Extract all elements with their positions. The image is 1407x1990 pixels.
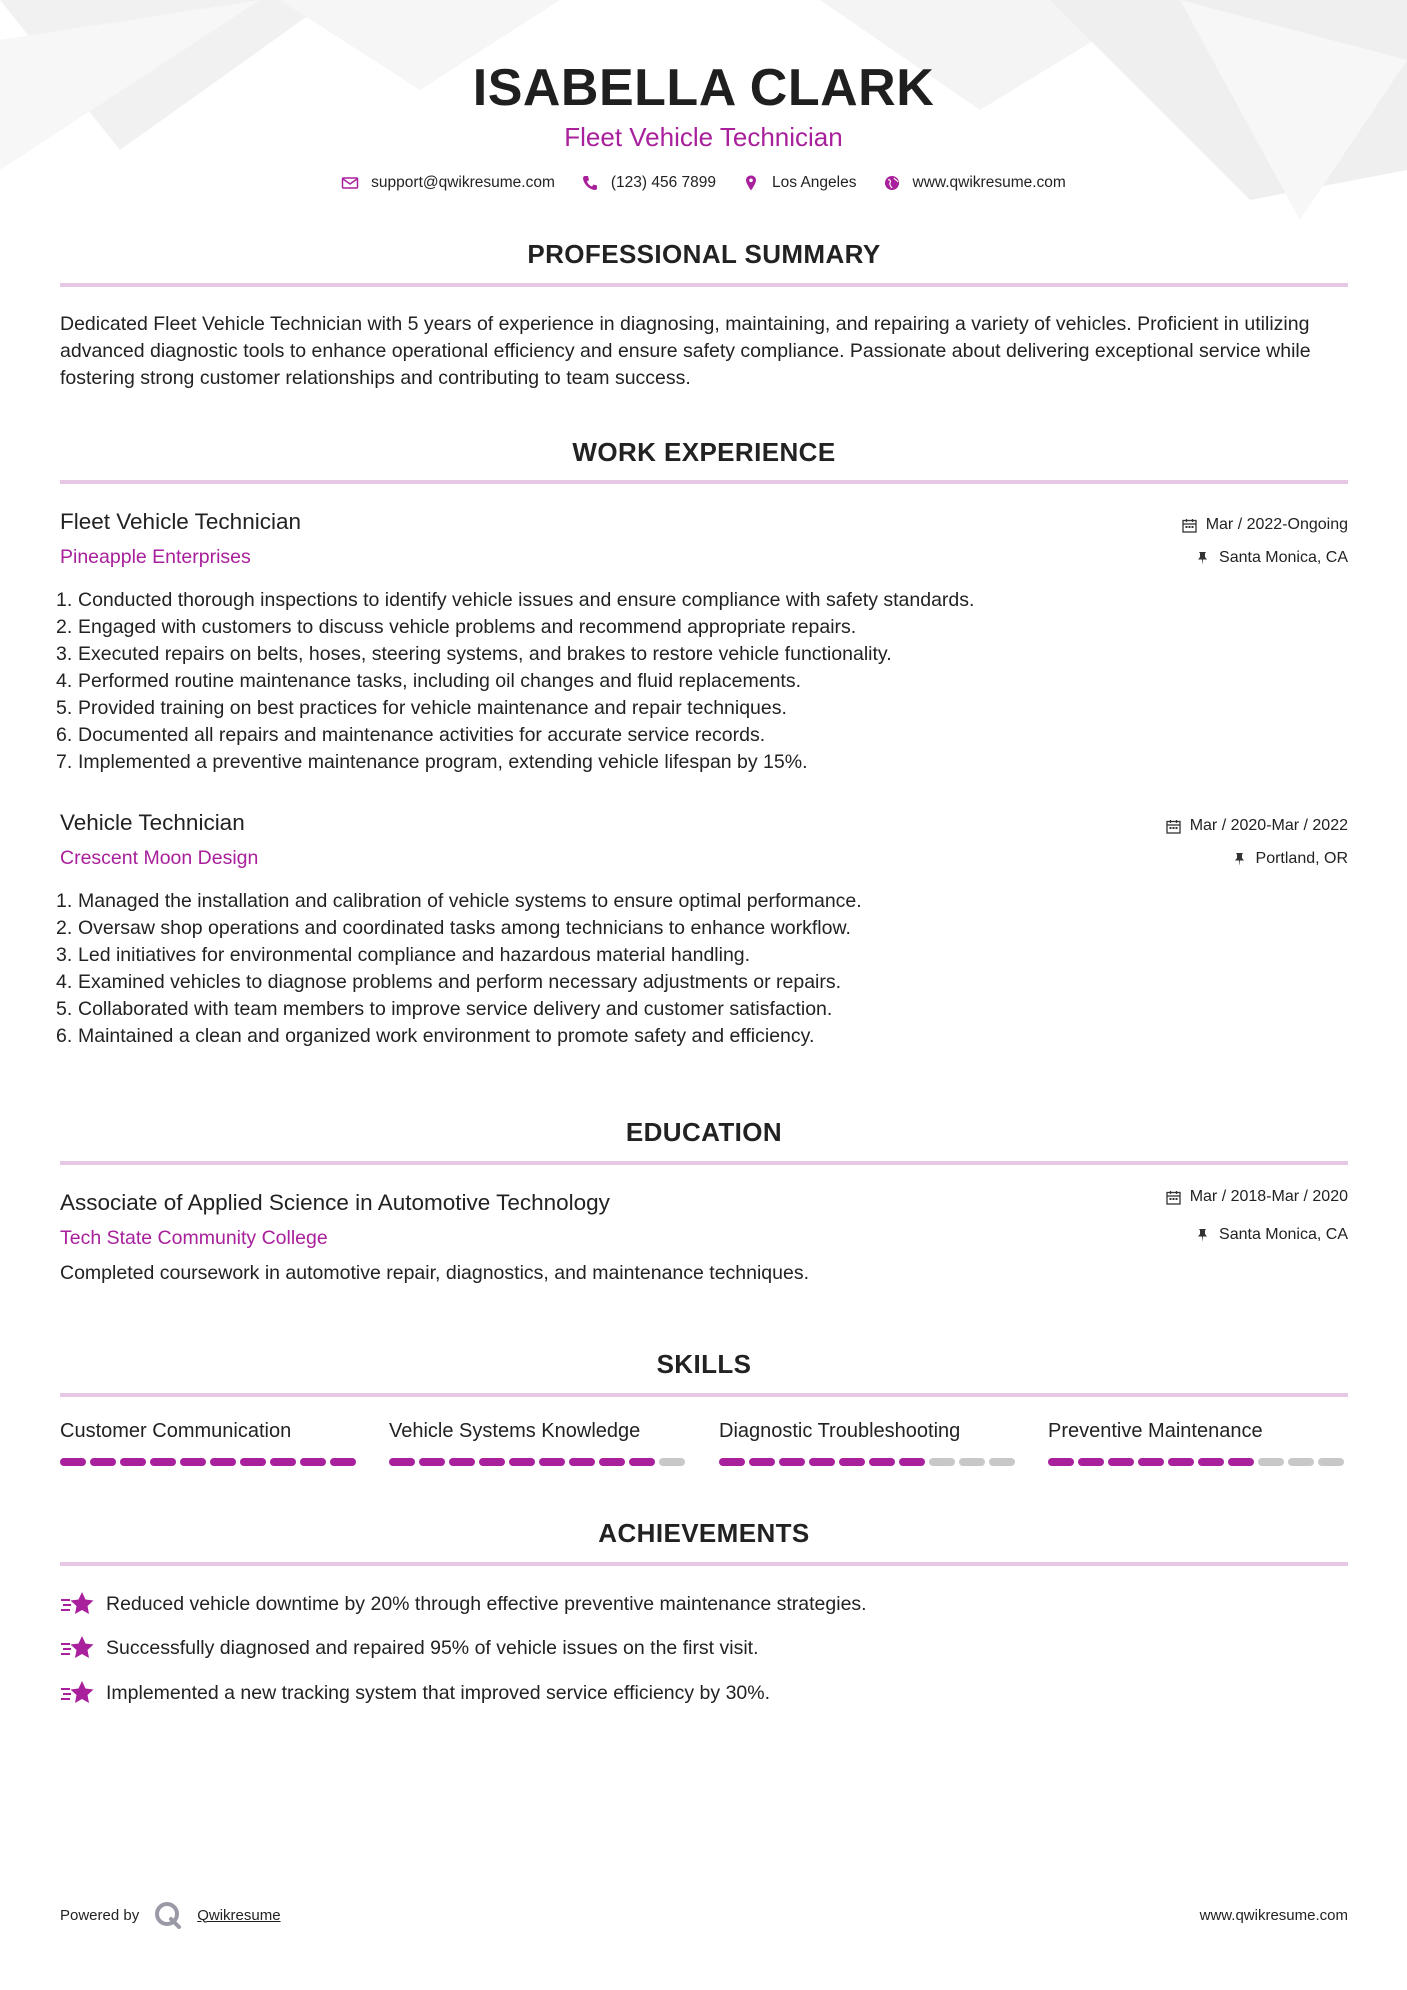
globe-icon xyxy=(883,174,901,192)
location-text: Los Angeles xyxy=(772,174,857,191)
pushpin-icon xyxy=(1195,551,1210,566)
education-location-text: Santa Monica, CA xyxy=(1219,1226,1348,1243)
job-dates xyxy=(1166,817,1348,835)
summary-heading: PROFESSIONAL SUMMARY xyxy=(527,239,881,269)
skill-level-segment xyxy=(989,1458,1015,1466)
skill-level-segment xyxy=(1168,1458,1194,1466)
list-item: 4. Performed routine maintenance tasks, including oil changes and fluid replacements. xyxy=(56,670,801,692)
skill-level-segment xyxy=(300,1458,326,1466)
skill-level-segment xyxy=(240,1458,266,1466)
degree-title: Associate of Applied Science in Automotive Technology xyxy=(60,1190,610,1215)
job-dates-text: Mar / 2022-Ongoing xyxy=(1205,516,1348,533)
experience-heading: WORK EXPERIENCE xyxy=(572,437,836,467)
skill-level-segment xyxy=(1108,1458,1134,1466)
list-item: 5. Collaborated with team members to improve service delivery and customer satisfaction. xyxy=(56,998,833,1020)
skill-level-segment xyxy=(839,1458,865,1466)
list-item: 7. Implemented a preventive maintenance program, extending vehicle lifespan by 15%. xyxy=(56,751,808,773)
email-text[interactable]: support@qwikresume.com xyxy=(371,174,555,191)
skill-level-segment xyxy=(749,1458,775,1466)
achievements-divider xyxy=(60,1562,1348,1566)
achievement-text: Reduced vehicle downtime by 20% through effective preventive maintenance strategies. xyxy=(106,1592,867,1615)
phone-icon xyxy=(581,174,599,192)
job-bullets xyxy=(56,888,862,1050)
skill-level-segment xyxy=(1078,1458,1104,1466)
skill-item xyxy=(719,1420,1019,1466)
list-item: 3. Led initiatives for environmental compliance and hazardous material handling. xyxy=(56,944,751,966)
footer-website[interactable]: www.qwikresume.com xyxy=(1199,1907,1348,1924)
skill-level-segment xyxy=(779,1458,805,1466)
skill-level-segment xyxy=(1228,1458,1254,1466)
skill-level-segment xyxy=(899,1458,925,1466)
job-company: Crescent Moon Design xyxy=(60,847,259,869)
education-description: Completed coursework in automotive repair, diagnostics, and maintenance techniques. xyxy=(60,1262,810,1284)
skill-level-segment xyxy=(1258,1458,1284,1466)
contact-phone[interactable] xyxy=(581,174,716,192)
education-divider xyxy=(60,1161,1348,1165)
skill-level-segment xyxy=(1048,1458,1074,1466)
qwikresume-link[interactable]: Qwikresume xyxy=(197,1906,281,1924)
skill-name: Diagnostic Troubleshooting xyxy=(719,1420,961,1442)
contact-email[interactable] xyxy=(341,174,555,192)
achievement-item xyxy=(60,1633,759,1663)
skill-level-segment xyxy=(929,1458,955,1466)
calendar-icon xyxy=(1166,819,1181,834)
job-location-text: Santa Monica, CA xyxy=(1219,549,1348,566)
education-location xyxy=(1195,1226,1348,1244)
skill-level-segment xyxy=(1288,1458,1314,1466)
list-item: 2. Engaged with customers to discuss vehicle problems and recommend appropriate repairs. xyxy=(56,616,857,638)
education-dates xyxy=(1166,1188,1348,1206)
skill-level-segment xyxy=(120,1458,146,1466)
list-item: 3. Executed repairs on belts, hoses, steering systems, and brakes to restore vehicle functionality. xyxy=(56,643,892,665)
skill-level-segment xyxy=(869,1458,895,1466)
calendar-icon xyxy=(1182,518,1197,533)
qwikresume-logo-icon xyxy=(153,1900,183,1930)
achievements-heading: ACHIEVEMENTS xyxy=(598,1518,810,1548)
achievement-item xyxy=(60,1678,770,1708)
skill-level-segment xyxy=(419,1458,445,1466)
job-location xyxy=(1232,850,1348,868)
education-dates-text: Mar / 2018-Mar / 2020 xyxy=(1189,1188,1348,1205)
achievement-text: Successfully diagnosed and repaired 95% of vehicle issues on the first visit. xyxy=(106,1636,759,1659)
skill-level-segment xyxy=(479,1458,505,1466)
list-item: 6. Maintained a clean and organized work environment to promote safety and efficiency. xyxy=(56,1025,815,1047)
job-title: Fleet Vehicle Technician xyxy=(60,509,301,534)
phone-text[interactable]: (123) 456 7899 xyxy=(610,174,717,191)
contact-location xyxy=(742,174,856,192)
list-item: 6. Documented all repairs and maintenance activities for accurate service records. xyxy=(56,724,766,746)
list-item: 2. Oversaw shop operations and coordinated tasks among technicians to enhance workflow. xyxy=(56,917,851,939)
skill-level-segment xyxy=(959,1458,985,1466)
map-pin-icon xyxy=(742,174,760,192)
job-title: Vehicle Technician xyxy=(60,810,245,835)
website-text[interactable]: www.qwikresume.com xyxy=(912,174,1066,191)
achievement-text: Implemented a new tracking system that improved service efficiency by 30%. xyxy=(106,1681,771,1704)
achievement-item xyxy=(60,1589,867,1619)
skill-level-segment xyxy=(719,1458,745,1466)
footer-branding xyxy=(60,1900,281,1930)
skill-name: Preventive Maintenance xyxy=(1048,1420,1263,1442)
skill-level-segment xyxy=(1138,1458,1164,1466)
skill-level-segment xyxy=(449,1458,475,1466)
job-bullets xyxy=(56,587,974,776)
skill-level-bar xyxy=(389,1458,689,1466)
job-dates xyxy=(1182,516,1348,534)
skill-level-bar xyxy=(719,1458,1019,1466)
skill-item xyxy=(389,1420,689,1466)
contact-bar xyxy=(0,174,1407,192)
job-company: Pineapple Enterprises xyxy=(60,546,251,568)
skill-name: Customer Communication xyxy=(60,1420,292,1442)
skill-level-segment xyxy=(270,1458,296,1466)
pushpin-icon xyxy=(1232,852,1247,867)
skill-level-segment xyxy=(1198,1458,1224,1466)
experience-divider xyxy=(60,480,1348,484)
skill-name: Vehicle Systems Knowledge xyxy=(389,1420,641,1442)
list-item: 4. Examined vehicles to diagnose problems and perform necessary adjustments or repairs. xyxy=(56,971,842,993)
star-icon xyxy=(60,1633,96,1663)
job-location xyxy=(1195,549,1348,567)
skill-item xyxy=(1048,1420,1348,1466)
skills-heading: SKILLS xyxy=(656,1349,752,1379)
school-name: Tech State Community College xyxy=(60,1227,328,1249)
skill-level-segment xyxy=(1318,1458,1344,1466)
list-item: 1. Managed the installation and calibration of vehicle systems to ensure optimal performance. xyxy=(56,890,862,912)
skill-level-bar xyxy=(1048,1458,1348,1466)
skill-item xyxy=(60,1420,360,1466)
education-heading: EDUCATION xyxy=(625,1117,783,1147)
job-location-text: Portland, OR xyxy=(1255,850,1348,867)
star-icon xyxy=(60,1678,96,1708)
envelope-icon xyxy=(341,174,359,192)
job-dates-text: Mar / 2020-Mar / 2022 xyxy=(1189,817,1348,834)
skill-level-segment xyxy=(509,1458,535,1466)
calendar-icon xyxy=(1166,1190,1181,1205)
skill-level-segment xyxy=(180,1458,206,1466)
summary-text: Dedicated Fleet Vehicle Technician with 5 years of experience in diagnosing, maintaining, and repairing a variety of vehicles. Proficient in utilizing advanced diagnostic tools to enhance operational efficiency and ensure safety compliance. Passionate about delivering exceptional service while fostering strong customer relationships and contributing to team success. xyxy=(60,313,1311,389)
skill-level-segment xyxy=(90,1458,116,1466)
pushpin-icon xyxy=(1195,1228,1210,1243)
skill-level-segment xyxy=(60,1458,86,1466)
candidate-name: ISABELLA CLARK xyxy=(472,59,935,117)
skill-level-segment xyxy=(629,1458,655,1466)
contact-website[interactable] xyxy=(883,174,1066,192)
skill-level-segment xyxy=(210,1458,236,1466)
list-item: 1. Conducted thorough inspections to identify vehicle issues and ensure compliance with safety standards. xyxy=(56,589,975,611)
skill-level-segment xyxy=(659,1458,685,1466)
skill-level-segment xyxy=(539,1458,565,1466)
summary-divider xyxy=(60,283,1348,287)
skill-level-segment xyxy=(809,1458,835,1466)
list-item: 5. Provided training on best practices for vehicle maintenance and repair techniques. xyxy=(56,697,787,719)
skill-level-bar xyxy=(60,1458,360,1466)
star-icon xyxy=(60,1589,96,1619)
skill-level-segment xyxy=(389,1458,415,1466)
candidate-role: Fleet Vehicle Technician xyxy=(564,122,843,152)
skills-divider xyxy=(60,1393,1348,1397)
skill-level-segment xyxy=(599,1458,625,1466)
skill-level-segment xyxy=(330,1458,356,1466)
powered-by-label: Powered by xyxy=(60,1906,140,1924)
skill-level-segment xyxy=(150,1458,176,1466)
skill-level-segment xyxy=(569,1458,595,1466)
